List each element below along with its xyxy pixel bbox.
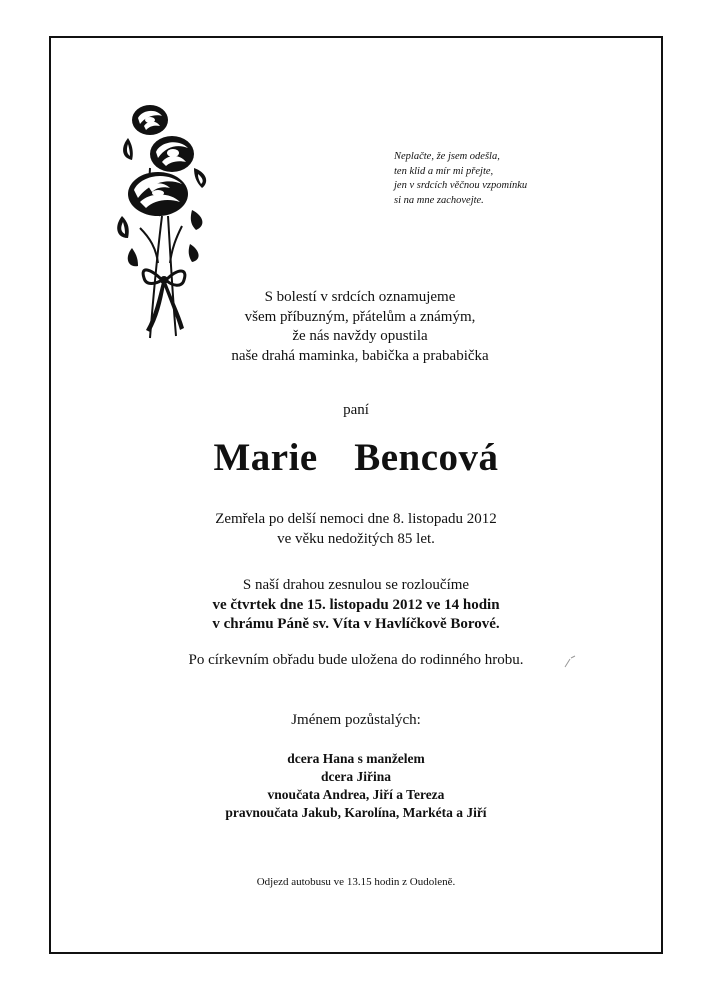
farewell-place: v chrámu Páně sv. Víta v Havlíčkově Borové. (212, 616, 500, 632)
relative-line: dcera Hana s manželem (287, 751, 425, 766)
deceased-name: Marie Bencová (213, 436, 499, 479)
title-prefix (49, 401, 663, 421)
poem-line: ten klid a mír mi přejte, (394, 165, 494, 177)
farewell-date: ve čtvrtek dne 15. listopadu 2012 ve 14 hodin (212, 596, 500, 613)
farewell-details (49, 576, 663, 635)
relative-line: vnoučata Andrea, Jiří a Tereza (267, 787, 445, 802)
poem-line: si na mne zachovejte. (394, 194, 484, 206)
relative-line: dcera Jiřina (320, 769, 392, 784)
death-line: Zemřela po delší nemoci dne 8. listopadu 2012 (215, 511, 497, 527)
poem-line: Neplačte, že jsem odešla, (394, 151, 500, 162)
intro-line: všem příbuzným, přátelům a známým, (244, 308, 476, 325)
announcement-intro (0, 288, 707, 366)
scan-speck (563, 655, 577, 669)
bus-note: Odjezd autobusu ve 13.15 hodin z Oudoleně. (256, 876, 456, 888)
relative-line: pravnoučata Jakub, Karolína, Markéta a Jiří (225, 805, 487, 820)
poem (394, 150, 527, 208)
death-line: ve věku nedožitých 85 let. (277, 530, 435, 547)
burial-text: Po církevním obřadu bude uložena do rodinného hrobu. (188, 652, 524, 668)
on-behalf-text: Jménem pozůstalých: (291, 712, 421, 728)
death-details (49, 510, 663, 549)
title-prefix-text: paní (343, 402, 369, 418)
farewell-line: S naší drahou zesnulou se rozloučíme (242, 577, 470, 593)
poem-line: jen v srdcích věčnou vzpomínku (394, 180, 528, 191)
on-behalf-heading (49, 711, 663, 731)
relatives-list (49, 750, 663, 822)
intro-line: naše drahá maminka, babička a prababička (231, 347, 489, 364)
intro-line: že nás navždy opustila (292, 328, 428, 344)
intro-line: S bolestí v srdcích oznamujeme (264, 289, 456, 305)
